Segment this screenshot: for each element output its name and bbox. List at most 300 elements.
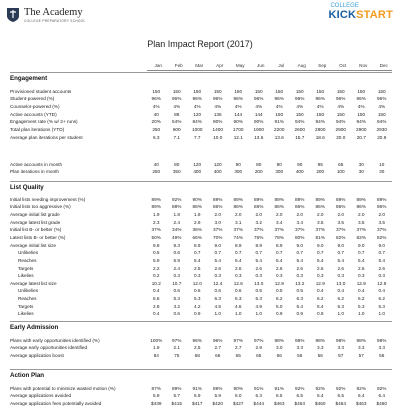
table-cell: 78%: [274, 234, 284, 240]
table-cell: 0.7: [296, 250, 304, 256]
table-cell: 90: [276, 161, 282, 167]
table-cell: 12.6: [233, 280, 243, 286]
table-cell: 1.9: [152, 345, 160, 351]
table-cell: 150: [295, 88, 304, 94]
table-cell: 87%: [151, 385, 161, 391]
section-divider: [10, 181, 392, 182]
table-cell: 150: [336, 88, 345, 94]
row-label: Targets: [18, 303, 34, 309]
table-cell: 4%: [357, 103, 365, 109]
table-cell: 0.4: [152, 288, 160, 294]
table-row: [10, 393, 392, 399]
table-cell: 80: [174, 161, 180, 167]
table-cell: 37%: [151, 227, 161, 233]
table-cell: 250: [152, 126, 161, 132]
table-cell: 0.5: [296, 288, 304, 294]
table-cell: 86%: [315, 204, 325, 210]
table-cell: 0.4: [316, 288, 324, 294]
table-cell: 8.9: [275, 242, 283, 248]
table-cell: 75: [174, 352, 180, 358]
table-cell: 66: [276, 352, 282, 358]
table-row: [10, 250, 392, 256]
table-cell: 6.4: [316, 393, 324, 399]
month-header-aug: Aug: [297, 63, 306, 68]
month-header-jun: Jun: [257, 63, 265, 68]
table-cell: 3.2: [255, 219, 263, 225]
table-cell: 4%: [173, 103, 181, 109]
table-cell: 12.4: [213, 280, 223, 286]
table-cell: 3.0: [275, 345, 283, 351]
row-label: Provisioned student accounts: [10, 88, 72, 94]
table-cell: $463: [274, 400, 285, 406]
table-cell: 0.3: [275, 273, 283, 279]
table-cell: 0.6: [173, 288, 181, 294]
table-cell: 0.7: [275, 250, 283, 256]
row-values: [146, 169, 392, 174]
table-row: [10, 96, 392, 102]
table-cell: 3.3: [337, 345, 345, 351]
table-cell: 0.7: [214, 250, 222, 256]
table-cell: 86%: [233, 204, 243, 210]
table-cell: 2.6: [357, 265, 365, 271]
table-cell: 68: [194, 352, 200, 358]
partner-logo-top: COLLEGE: [330, 3, 359, 9]
table-row: [10, 204, 392, 210]
table-row: [10, 119, 392, 125]
table-cell: 97%: [172, 337, 182, 343]
table-cell: 6.2: [337, 296, 345, 302]
table-cell: 2.5: [193, 345, 201, 351]
table-cell: 600: [172, 126, 181, 132]
table-cell: 5.3: [193, 296, 201, 302]
table-row: [10, 111, 392, 117]
month-header-row: [148, 63, 394, 68]
table-cell: 54%: [172, 119, 182, 125]
table-cell: 96%: [274, 96, 284, 102]
table-row: [10, 242, 392, 248]
table-cell: 250: [152, 169, 161, 175]
table-cell: 300: [234, 169, 243, 175]
table-cell: 5.4: [193, 257, 201, 263]
table-cell: 86%: [213, 204, 223, 210]
table-cell: 0.5: [275, 288, 283, 294]
table-cell: 10: [379, 161, 385, 167]
table-cell: 82%: [377, 234, 387, 240]
table-cell: 49%: [172, 234, 182, 240]
table-cell: 96%: [213, 337, 223, 343]
row-label: Likelies: [18, 273, 34, 279]
table-cell: 89%: [213, 385, 223, 391]
table-cell: 96%: [192, 96, 202, 102]
table-cell: 10.7: [172, 280, 182, 286]
row-values: [146, 393, 392, 398]
table-cell: 2.6: [275, 265, 283, 271]
table-cell: 2.7: [234, 345, 242, 351]
table-cell: 89%: [274, 196, 284, 202]
table-cell: 30: [358, 169, 364, 175]
table-cell: 37%: [377, 227, 387, 233]
table-cell: 3.3: [316, 345, 324, 351]
table-cell: 91%: [192, 385, 202, 391]
row-label: Average plan iterations per student: [10, 134, 83, 140]
table-cell: 74%: [233, 234, 243, 240]
table-cell: 2.7: [214, 345, 222, 351]
table-cell: 3.5: [378, 219, 386, 225]
table-cell: 80: [256, 161, 262, 167]
row-label: Unlikelies: [18, 288, 39, 294]
table-cell: 2.9: [255, 345, 263, 351]
table-cell: 89%: [233, 196, 243, 202]
table-cell: 66%: [192, 234, 202, 240]
table-cell: 0.7: [316, 250, 324, 256]
table-cell: 136: [213, 111, 222, 117]
table-cell: 150: [357, 88, 366, 94]
table-cell: 8.9: [234, 242, 242, 248]
table-cell: 2.0: [316, 211, 324, 217]
table-cell: 2600: [294, 126, 305, 132]
table-cell: 88%: [172, 204, 182, 210]
table-cell: 1900: [253, 126, 264, 132]
table-cell: 94%: [356, 119, 366, 125]
table-cell: 2.6: [316, 265, 324, 271]
table-cell: 89%: [336, 196, 346, 202]
table-cell: 5.9: [193, 393, 201, 399]
month-header-apr: Apr: [216, 63, 224, 68]
school-logo: [6, 7, 86, 23]
month-header-may: May: [235, 63, 245, 68]
table-cell: 97%: [233, 337, 243, 343]
table-cell: 98%: [377, 337, 387, 343]
table-cell: 0.5: [152, 250, 160, 256]
table-cell: 10.0: [213, 134, 223, 140]
table-cell: 20.9: [377, 134, 387, 140]
table-cell: 98%: [336, 337, 346, 343]
table-cell: 90%: [254, 119, 264, 125]
table-cell: 5.4: [296, 303, 304, 309]
row-values: [146, 401, 392, 406]
table-cell: 9.8: [152, 242, 160, 248]
table-cell: 37%: [295, 227, 305, 233]
table-cell: 5.9: [214, 393, 222, 399]
table-cell: 5.9: [152, 257, 160, 263]
table-cell: $415: [171, 400, 182, 406]
table-cell: 86%: [336, 204, 346, 210]
row-label: Average initial list grade: [10, 211, 60, 217]
table-cell: 89%: [213, 196, 223, 202]
row-values: [146, 304, 392, 309]
table-cell: 120: [193, 161, 202, 167]
table-cell: 5.3: [173, 296, 181, 302]
table-cell: $460: [376, 400, 387, 406]
table-cell: 0.3: [296, 273, 304, 279]
table-cell: 0.4: [357, 288, 365, 294]
row-label: Initial lists too aggressive (%): [10, 204, 71, 210]
table-cell: 12.0: [192, 280, 202, 286]
table-cell: 2200: [274, 126, 285, 132]
table-cell: 1000: [192, 126, 203, 132]
table-cell: 4.6: [234, 303, 242, 309]
row-values: [146, 311, 392, 316]
table-cell: 2.6: [255, 265, 263, 271]
table-cell: 65: [256, 352, 262, 358]
table-cell: 0.3: [234, 273, 242, 279]
table-cell: 4%: [296, 103, 304, 109]
table-cell: 4%: [234, 103, 242, 109]
row-values: [146, 227, 392, 232]
table-cell: 5.7: [173, 393, 181, 399]
table-cell: 76%: [254, 234, 264, 240]
table-cell: 3.4: [296, 219, 304, 225]
row-values: [146, 135, 392, 140]
table-cell: 3.3: [357, 345, 365, 351]
table-cell: 89%: [151, 204, 161, 210]
table-cell: 13.2: [295, 280, 305, 286]
row-label: Average application fees potentially avoided: [10, 400, 102, 406]
table-cell: 96%: [315, 96, 325, 102]
table-cell: 96%: [336, 96, 346, 102]
table-cell: 5.4: [255, 257, 263, 263]
row-label: Total plan iterations (YTD): [10, 126, 65, 132]
table-cell: 94%: [336, 119, 346, 125]
section-title: Action Plan: [10, 372, 45, 379]
table-cell: 2.6: [378, 265, 386, 271]
table-cell: 2.4: [173, 265, 181, 271]
table-cell: 150: [275, 111, 284, 117]
table-cell: 150: [275, 88, 284, 94]
table-cell: 6.3: [255, 393, 263, 399]
row-label: Average latest list size: [10, 280, 57, 286]
row-label: Counselor-powered (%): [10, 103, 60, 109]
table-cell: 120: [193, 111, 202, 117]
table-cell: 100: [336, 169, 345, 175]
table-cell: 86%: [254, 204, 264, 210]
table-cell: 0.3: [214, 273, 222, 279]
table-cell: 91%: [274, 119, 284, 125]
table-cell: 40: [153, 161, 159, 167]
table-cell: 66: [215, 352, 221, 358]
table-cell: 6.5: [337, 393, 345, 399]
table-row: [10, 400, 392, 406]
row-label: Initial lists needing improvement (%): [10, 196, 86, 202]
month-header-rule: [147, 70, 392, 71]
table-cell: 9.0: [357, 242, 365, 248]
row-values: [146, 104, 392, 109]
month-header-dec: Dec: [379, 63, 388, 68]
table-cell: 94%: [295, 119, 305, 125]
table-cell: 2.4: [173, 219, 181, 225]
row-values: [146, 281, 392, 286]
table-cell: 92%: [336, 385, 346, 391]
table-cell: 6.4: [378, 393, 386, 399]
table-cell: 2.6: [296, 265, 304, 271]
table-cell: 88: [174, 111, 180, 117]
table-cell: 0.6: [173, 311, 181, 317]
table-cell: 37%: [233, 227, 243, 233]
table-cell: 89%: [151, 196, 161, 202]
table-cell: 2.0: [357, 211, 365, 217]
table-cell: 96%: [254, 96, 264, 102]
row-label: Average application boost: [10, 352, 64, 358]
row-values: [146, 112, 392, 117]
row-values: [146, 162, 392, 167]
month-header-nov: Nov: [359, 63, 368, 68]
table-cell: 2.6: [214, 265, 222, 271]
row-values: [146, 127, 392, 132]
table-cell: 56: [317, 352, 323, 358]
table-cell: 90: [297, 161, 303, 167]
table-cell: 5.9: [173, 257, 181, 263]
table-cell: 12.9: [356, 280, 366, 286]
table-cell: 57: [338, 352, 344, 358]
school-subtitle: COLLEGE PREPARATORY SCHOOL: [24, 19, 86, 23]
table-cell: 89%: [172, 385, 182, 391]
table-cell: 1.8: [173, 211, 181, 217]
table-row: [10, 352, 392, 358]
table-cell: 56: [379, 352, 385, 358]
row-values: [146, 296, 392, 301]
table-cell: 5.3: [357, 303, 365, 309]
table-cell: 98%: [356, 337, 366, 343]
table-row: [10, 126, 392, 132]
table-cell: 6.3: [255, 296, 263, 302]
report-title: Plan Impact Report (2017): [147, 39, 253, 49]
table-cell: 2800: [315, 126, 326, 132]
row-values: [146, 266, 392, 271]
row-values: [146, 338, 392, 343]
table-cell: 5.4: [316, 257, 324, 263]
table-row: [10, 219, 392, 225]
table-row: [10, 311, 392, 317]
row-values: [146, 386, 392, 391]
section-divider: [10, 369, 392, 370]
table-cell: 0.7: [234, 250, 242, 256]
table-cell: 82%: [336, 234, 346, 240]
table-cell: 0.7: [337, 250, 345, 256]
month-header-feb: Feb: [174, 63, 183, 68]
row-values: [146, 235, 392, 240]
table-cell: 0.3: [357, 273, 365, 279]
table-cell: 120: [213, 161, 222, 167]
table-cell: 150: [172, 88, 181, 94]
table-cell: 2.0: [255, 211, 263, 217]
month-header-mar: Mar: [195, 63, 204, 68]
school-name: The Academy: [24, 7, 83, 18]
table-cell: 90: [235, 161, 241, 167]
table-cell: 150: [377, 111, 386, 117]
table-cell: 3.4: [275, 219, 283, 225]
table-cell: 7.1: [173, 134, 181, 140]
table-cell: 6.2: [316, 296, 324, 302]
table-cell: 0.6: [214, 288, 222, 294]
table-cell: 12.9: [315, 280, 325, 286]
table-cell: 37%: [274, 227, 284, 233]
table-cell: 12.1: [233, 134, 243, 140]
table-cell: 4%: [316, 103, 324, 109]
table-cell: 0.5: [255, 288, 263, 294]
table-cell: 6.2: [275, 296, 283, 302]
table-cell: 150: [193, 88, 202, 94]
table-cell: 15.7: [295, 134, 305, 140]
table-cell: $460: [315, 400, 326, 406]
table-cell: 0.9: [275, 311, 283, 317]
table-cell: 40: [153, 111, 159, 117]
table-cell: 98%: [295, 337, 305, 343]
table-cell: 2900: [335, 126, 346, 132]
table-cell: 95: [317, 161, 323, 167]
table-cell: 6.0: [234, 393, 242, 399]
table-cell: 6.3: [234, 296, 242, 302]
row-label: Average applications avoided: [10, 393, 72, 399]
table-cell: 8.9: [193, 242, 201, 248]
table-cell: $439: [151, 400, 162, 406]
table-cell: 96%: [356, 96, 366, 102]
table-cell: 4%: [214, 103, 222, 109]
table-cell: 90%: [233, 385, 243, 391]
table-cell: 2.8: [152, 303, 160, 309]
table-cell: 2.0: [337, 211, 345, 217]
table-cell: 1.0: [337, 311, 345, 317]
table-cell: 37%: [315, 227, 325, 233]
table-row: [10, 196, 392, 202]
table-cell: 6.3: [214, 296, 222, 302]
table-row: [10, 88, 392, 94]
table-cell: 150: [377, 88, 386, 94]
table-cell: 144: [234, 111, 243, 117]
table-cell: 350: [172, 169, 181, 175]
table-cell: 5.3: [337, 303, 345, 309]
table-cell: 36%: [192, 227, 202, 233]
table-cell: 150: [316, 111, 325, 117]
table-cell: 2.0: [234, 211, 242, 217]
table-cell: 5.3: [378, 303, 386, 309]
row-values: [146, 119, 392, 124]
table-cell: 9.0: [378, 242, 386, 248]
table-cell: 0.4: [152, 311, 160, 317]
table-cell: 90%: [233, 119, 243, 125]
table-cell: 90%: [213, 119, 223, 125]
table-cell: 30: [379, 169, 385, 175]
table-cell: 84: [153, 352, 159, 358]
row-label: Initial list B- or better (%): [10, 227, 62, 233]
table-cell: 2.0: [275, 211, 283, 217]
row-label: Average initial list size: [10, 242, 57, 248]
table-row: [10, 211, 392, 217]
table-cell: 1.0: [255, 311, 263, 317]
section-title: List Quality: [10, 184, 44, 191]
table-cell: 4%: [255, 103, 263, 109]
table-cell: 3.1: [234, 219, 242, 225]
table-row: [10, 303, 392, 309]
section-divider: [10, 321, 392, 322]
table-cell: 92%: [377, 385, 387, 391]
table-cell: 2.6: [234, 265, 242, 271]
table-cell: 9.0: [296, 242, 304, 248]
table-cell: 1400: [212, 126, 223, 132]
table-cell: 144: [254, 111, 263, 117]
section-title: Engagement: [10, 75, 48, 82]
table-cell: 6.4: [357, 393, 365, 399]
table-row: [10, 134, 392, 140]
table-cell: 2.9: [193, 219, 201, 225]
table-row: [10, 227, 392, 233]
table-cell: 0.9: [296, 311, 304, 317]
table-cell: 91%: [254, 385, 264, 391]
row-values: [146, 353, 392, 358]
table-cell: $444: [253, 400, 264, 406]
table-cell: 2.1: [173, 345, 181, 351]
table-cell: 300: [275, 169, 284, 175]
table-cell: 150: [336, 111, 345, 117]
